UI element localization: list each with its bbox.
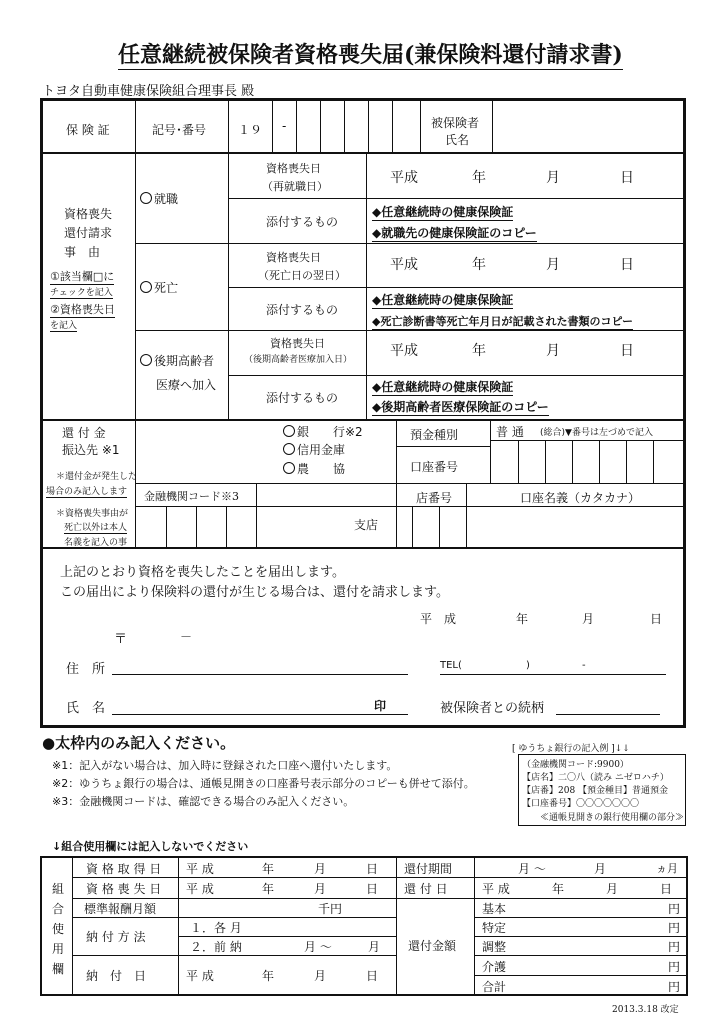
office-yen-4: 円 <box>668 960 681 974</box>
radio-circle-icon <box>140 354 152 366</box>
name-input[interactable] <box>112 696 408 715</box>
reason-note-2a: ②資格喪失日 <box>50 303 115 316</box>
account-name-input[interactable] <box>468 508 682 546</box>
attach-doc-3b: ◆後期高齢者医療保険証のコピー <box>372 400 549 414</box>
office-acq-label: 資 格 取 得 日 <box>86 862 162 876</box>
attach-label-3: 添付するもの <box>266 391 339 405</box>
tel-dash: - <box>582 660 586 671</box>
address-input[interactable] <box>112 656 408 675</box>
option-death[interactable]: 死亡 <box>140 279 178 296</box>
tel-label: TEL( <box>440 660 462 671</box>
attach-doc-2b: ◆死亡診断書等死亡年月日が記載された書類のコピー <box>372 315 634 328</box>
relation-label: 被保険者との続柄 <box>440 701 545 716</box>
date-m-1: 月 <box>546 170 560 186</box>
deposit-type-futsu[interactable]: 普 通 <box>496 425 524 439</box>
date-y-3: 年 <box>472 343 486 359</box>
office-heading: ↓組合使用欄には記入しないでください <box>52 840 249 853</box>
note-3: ※3：金融機関コードは、確認できる場合のみ記入ください。 <box>52 795 355 808</box>
institution-code-input[interactable] <box>137 508 255 546</box>
office-pm-2: ２．前 納 <box>190 940 242 954</box>
office-side-3: 使 <box>52 922 65 936</box>
attach-doc-2a: ◆任意継続時の健康保険証 <box>372 293 514 307</box>
branch-label: 支店 <box>354 518 379 532</box>
example-line-5: ≪通帳見開きの銀行使用欄の部分≫ <box>540 813 685 823</box>
seal-mark: 印 <box>374 699 387 713</box>
symbol-number-label: 記号･番号 <box>152 123 207 137</box>
refund-label-2: 振込先 ※1 <box>62 443 120 457</box>
example-line-1: （金融機関コード:9900） <box>522 760 629 770</box>
notes-heading: ●太枠内のみ記入ください。 <box>42 734 236 752</box>
date-label-3b: （後期高齢者医療加入日） <box>244 355 353 365</box>
tel-input[interactable] <box>440 658 666 675</box>
name-label: 氏 名 <box>66 701 106 716</box>
office-salary-unit: 千円 <box>318 902 343 916</box>
date-era-3: 平成 <box>390 343 418 359</box>
date-d-1: 日 <box>620 170 634 186</box>
office-side-1: 組 <box>52 882 65 896</box>
office-acq-m: 月 <box>314 862 327 876</box>
tel-close: ) <box>526 660 530 671</box>
branch-no-label: 店番号 <box>416 491 453 505</box>
postal-dash: － <box>180 630 193 644</box>
account-name-label: 口座名義（カタカナ） <box>520 491 641 505</box>
insured-name-input[interactable] <box>494 102 682 150</box>
attach-label-1: 添付するもの <box>266 215 339 229</box>
branch-no-input[interactable] <box>397 508 465 546</box>
institution-code-label: 金融機関コード※3 <box>144 490 239 503</box>
date-y-1: 年 <box>472 170 486 186</box>
account-number-input[interactable] <box>492 442 682 482</box>
office-loss-m: 月 <box>314 882 327 896</box>
reason-label-2: 還付請求 <box>64 226 113 240</box>
office-rp-to: 月 <box>594 862 607 876</box>
date-era-2: 平成 <box>390 257 418 273</box>
number-input[interactable] <box>297 102 419 150</box>
insured-name-label-2: 氏名 <box>445 133 470 147</box>
date-label-1a: 資格喪失日 <box>266 162 321 175</box>
office-pm-2b: 月 ～ <box>304 940 332 954</box>
symbol-value: １９ <box>238 123 263 137</box>
insurance-card-label: 保 険 証 <box>66 123 110 137</box>
attach-doc-1b: ◆就職先の健康保険証のコピー <box>372 226 537 240</box>
office-yen-2: 円 <box>668 921 681 935</box>
office-acq-d: 日 <box>366 862 379 876</box>
date-label-3a: 資格喪失日 <box>270 337 325 350</box>
page-title: 任意継続被保険者資格喪失届(兼保険料還付請求書) <box>118 38 623 70</box>
office-rp-from: 月 ～ <box>518 862 546 876</box>
office-rd-era: 平 成 <box>482 882 510 896</box>
refund-note-3: ＊資格喪失事由が <box>56 509 129 519</box>
office-yen-5: 円 <box>668 980 681 994</box>
office-yen-3: 円 <box>668 940 681 954</box>
declaration-line-1: 上記のとおり資格を喪失したことを届出します。 <box>60 565 345 580</box>
office-item-3: 調整 <box>482 940 507 954</box>
declaration-line-2: この届出により保険料の還付が生じる場合は、還付を請求します。 <box>60 585 449 600</box>
date-label-2a: 資格喪失日 <box>266 251 321 264</box>
office-rd-m: 月 <box>606 882 619 896</box>
office-yen-1: 円 <box>668 902 681 916</box>
office-pm-1: １．各 月 <box>190 921 242 935</box>
refund-note-5: 名義を記入の事 <box>64 535 127 549</box>
office-acq-era: 平 成 <box>186 862 214 876</box>
postal-input[interactable] <box>130 626 250 644</box>
refund-label-1: 還 付 金 <box>62 426 106 440</box>
office-paid-y: 年 <box>262 969 275 983</box>
option-nokyo[interactable]: 農 協 <box>283 460 345 477</box>
office-refund-period-label: 還付期間 <box>404 862 453 876</box>
refund-note-2: 場合のみ記入します <box>46 484 127 498</box>
option-elderly-care-2: 医療へ加入 <box>156 378 217 392</box>
reason-note-1b: チェックを記入 <box>50 285 113 299</box>
radio-circle-icon <box>140 281 152 293</box>
example-title: [ ゆうちょ銀行の記入例 ]↓↓ <box>512 744 630 754</box>
office-paid-m: 月 <box>314 969 327 983</box>
account-number-label: 口座番号 <box>410 460 459 474</box>
decl-d: 日 <box>650 612 663 626</box>
deposit-type-sogo: (総合)▼番号は左づめで記入 <box>540 428 653 438</box>
office-loss-era: 平 成 <box>186 882 214 896</box>
office-item-1: 基本 <box>482 902 507 916</box>
office-item-2: 特定 <box>482 921 507 935</box>
deposit-type-label: 預金種別 <box>410 428 459 442</box>
option-elderly-care[interactable]: 後期高齢者 <box>140 352 214 369</box>
date-d-2: 日 <box>620 257 634 273</box>
option-shinkin[interactable]: 信用金庫 <box>283 441 345 458</box>
relation-input[interactable] <box>556 696 660 715</box>
office-pm-2c: 月 <box>368 940 381 954</box>
office-acq-y: 年 <box>262 862 275 876</box>
revision-date: 2013.3.18 改定 <box>612 1005 679 1015</box>
office-loss-y: 年 <box>262 882 275 896</box>
attach-doc-1a: ◆任意継続時の健康保険証 <box>372 205 514 219</box>
radio-circle-icon <box>283 425 295 437</box>
note-1: ※1：記入がない場合は、加入時に登録された口座へ還付いたします。 <box>52 759 398 772</box>
note-2: ※2：ゆうちょ銀行の場合は、通帳見開きの口座番号表示部分のコピーも併せて添付。 <box>52 777 475 790</box>
option-bank[interactable]: 銀 行※2 <box>283 423 363 440</box>
decl-m: 月 <box>582 612 595 626</box>
postal-mark: 〒 <box>114 632 128 647</box>
office-item-4: 介護 <box>482 960 507 974</box>
office-refund-amount-label: 還付金額 <box>408 939 457 953</box>
example-line-3: 【店番】208 【預金種目】普通預金 <box>522 786 669 796</box>
refund-note-1: ＊還付金が発生した <box>56 472 138 482</box>
radio-circle-icon <box>283 462 295 474</box>
office-paid-label: 納 付 日 <box>86 969 147 983</box>
reason-note-1a: ①該当欄□に <box>50 270 115 283</box>
date-era-1: 平成 <box>390 170 418 186</box>
radio-circle-icon <box>140 192 152 204</box>
example-line-4: 【口座番号】〇〇〇〇〇〇〇 <box>522 799 640 809</box>
insured-name-label-1: 被保険者 <box>431 116 480 130</box>
addressee: トヨタ自動車健康保険組合理事長 殿 <box>42 84 255 99</box>
office-side-4: 用 <box>52 942 65 956</box>
address-label: 住 所 <box>66 662 106 677</box>
symbol-dash: - <box>282 119 287 133</box>
radio-circle-icon <box>283 443 295 455</box>
decl-era: 平 成 <box>420 612 457 626</box>
date-label-2b: （死亡日の翌日） <box>258 269 346 282</box>
office-item-5: 合計 <box>482 980 507 994</box>
reason-label-3: 事 由 <box>64 245 101 259</box>
decl-y: 年 <box>516 612 529 626</box>
office-rd-y: 年 <box>552 882 565 896</box>
reason-label-1: 資格喪失 <box>64 207 113 221</box>
office-rd-d: 日 <box>660 882 673 896</box>
option-employment[interactable]: 就職 <box>140 190 178 207</box>
office-paid-era: 平 成 <box>186 969 214 983</box>
attach-doc-3a: ◆任意継続時の健康保険証 <box>372 380 514 394</box>
date-m-2: 月 <box>546 257 560 273</box>
office-salary-label: 標準報酬月額 <box>84 902 157 916</box>
office-side-5: 欄 <box>52 962 65 976</box>
date-d-3: 日 <box>620 343 634 359</box>
office-loss-label: 資 格 喪 失 日 <box>86 882 162 896</box>
office-paid-d: 日 <box>366 969 379 983</box>
reason-note-2b: を記入 <box>50 318 77 332</box>
office-refund-day-label: 還 付 日 <box>404 882 448 896</box>
office-loss-d: 日 <box>366 882 379 896</box>
attach-label-2: 添付するもの <box>266 303 339 317</box>
date-m-3: 月 <box>546 343 560 359</box>
refund-note-4: 死亡以外は本人 <box>64 520 127 534</box>
date-label-1b: （再就職日） <box>262 180 328 193</box>
date-y-2: 年 <box>472 257 486 273</box>
example-line-2: 【店名】二〇八（読み ニゼロハチ） <box>522 773 669 783</box>
office-side-2: 合 <box>52 902 65 916</box>
office-paymethod-label: 納 付 方 法 <box>86 930 146 944</box>
office-rp-k: ヵ月 <box>656 862 678 875</box>
